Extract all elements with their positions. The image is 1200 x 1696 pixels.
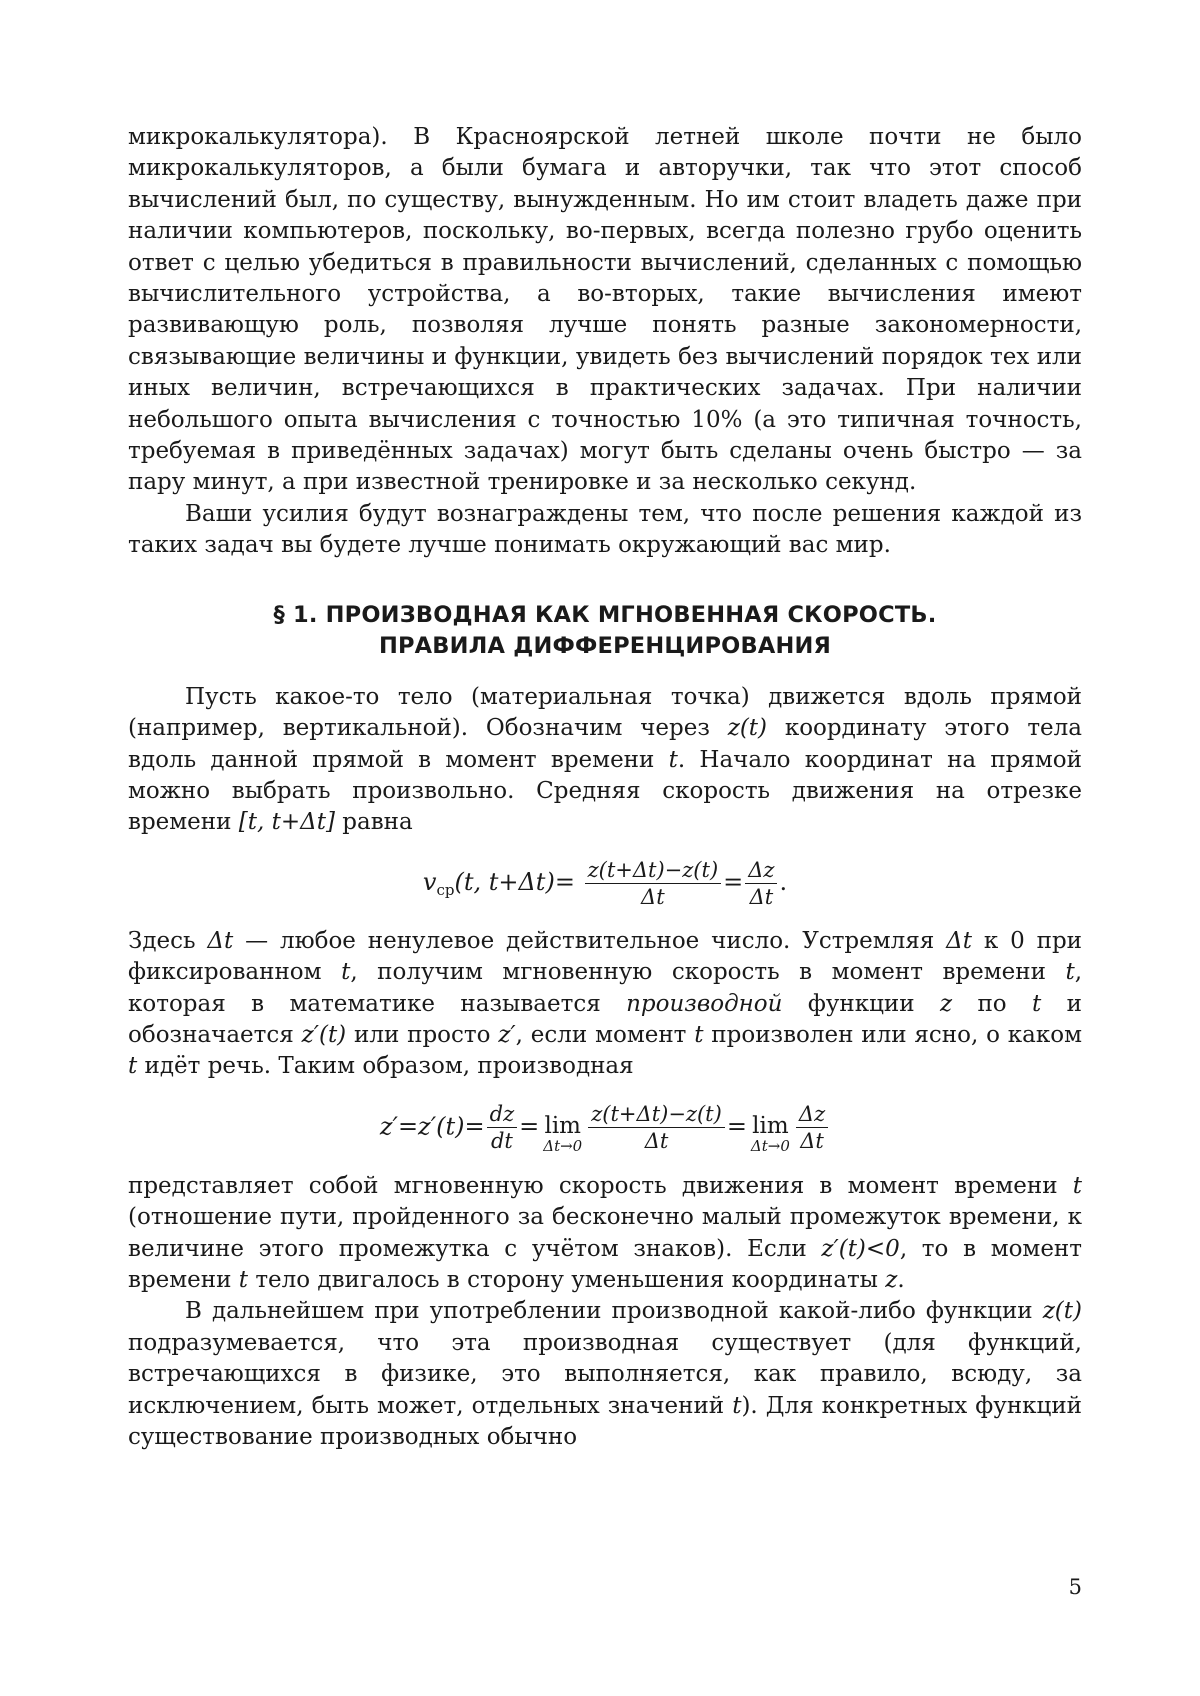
text-run: идёт речь. Таким образом, производная [137,1053,633,1079]
math-inline: Δt [207,928,233,954]
math-inline: z′(t)<0 [821,1236,899,1262]
math-inline: Δt [946,928,972,954]
fraction-denominator: Δt [745,884,777,910]
math-inline: t [239,1267,248,1293]
math-inline: t [128,1053,137,1079]
math-inline: t [1032,991,1041,1017]
math-inline: t [1073,1173,1082,1199]
section-heading-line-1: § 1. ПРОИЗВОДНАЯ КАК МГНОВЕННАЯ СКОРОСТЬ. [128,600,1082,631]
math-inline: t [669,747,678,773]
limit-subscript: Δt→0 [751,1137,790,1155]
limit-label: lim [543,1101,582,1137]
math-inline: t [732,1393,741,1419]
text-run: или просто [346,1022,498,1048]
text-run: равна [335,809,413,835]
formula-average-velocity [128,857,1082,910]
fraction [585,857,722,910]
math-inline: z [940,991,952,1017]
text-run: тело двигалось в сторону уменьшения координаты [248,1267,885,1293]
page-content [128,122,1082,1453]
text-run: , то в момент времени [128,1236,1082,1293]
text-run: (отношение пути, пройденного за бесконечно малый про­межуток времени, к величине этого промежутка с учётом знаков). Если [128,1204,1082,1261]
text-run: , которая в математике называется [128,959,1082,1016]
text-run: Пусть какое-то тело (материальная точка) движется вдоль пря­мой (например, вертикальной). Обозначим через [128,684,1082,741]
fraction [588,1101,725,1154]
limit-subscript: Δt→0 [543,1137,582,1155]
math-inline: z′ [498,1022,515,1048]
text-run: координату этого тела вдоль данной прямой в момент времени [128,715,1082,772]
text-run: — любое ненулевое действительное число. Устремляя [233,928,946,954]
math-inline: t [341,959,350,985]
formula-period: . [779,868,787,896]
term-emphasis: производной [626,991,782,1017]
fraction [796,1101,828,1154]
text-run: функ­ции [782,991,939,1017]
formula-equals: = [723,868,743,896]
math-inline: t [1065,959,1074,985]
math-inline: z(t) [728,715,767,741]
fraction-denominator: dt [487,1128,518,1154]
fraction-denominator: Δt [796,1128,828,1154]
fraction-numerator: Δz [745,857,777,884]
fraction-numerator: dz [487,1101,518,1128]
math-inline: [t, t+Δt] [239,809,335,835]
text-run: , если момент [516,1022,695,1048]
formula-args: (t, t+Δt)= [454,868,574,896]
paragraph-instant-velocity [128,1171,1082,1297]
formula-subscript: ср [436,881,454,899]
section-heading-line-2: ПРАВИЛА ДИФФЕРЕНЦИРОВАНИЯ [128,631,1082,662]
formula-lhs: z′=z′(t)= [380,1112,485,1140]
paragraph-definition-motion [128,682,1082,839]
fraction-numerator: Δz [796,1101,828,1128]
fraction-denominator: Δt [585,884,722,910]
fraction [487,1101,518,1154]
text-run: по [952,991,1032,1017]
text-run: ). Для конкретных функций существование производных обычно [128,1393,1082,1450]
page-number: 5 [1069,1575,1082,1599]
section-heading [128,600,1082,662]
limit-operator [543,1101,582,1155]
fraction-numerator: z(t+Δt)−z(t) [585,857,722,884]
formula-equals: = [519,1112,539,1140]
text-run: Здесь [128,928,207,954]
fraction [745,857,777,910]
paragraph-intro-continued: микрокалькулятора). В Красноярской летней школе почти не было микрокалькуляторов, а были бумага и авторучки, так что этот спо­соб вычислений был, по существу, вынужденным. Но им стоит вла­деть даже при наличии компьютеров, поскольку, во-первых, все­гда полезно грубо оценить ответ с целью убедиться в правильности вычислений, сделанных с помощью вычислительного устройства, а во-вторых, такие вычисления имеют развивающую роль, позволяя лучше понять разные закономерности, связывающие величины и функ­ции, увидеть без вычислений порядок тех или иных величин, встре­чающихся в практических задачах. При наличии небольшого опыта вычисления с точностью 10% (а это типичная точность, требуе­мая в приведённых задачах) могут быть сделаны очень быстро — за пару минут, а при известной тренировке и за несколько секунд. [128,122,1082,499]
text-run: . Начало ко­ординат на прямой можно выбрать произвольно. Средняя скорость движения на отрезке времени [128,747,1082,836]
text-run: произ­волен или ясно, о каком [703,1022,1082,1048]
text-run: подразумевается, что эта производная существует (для функций, встречающихся в физике, это выполняется, как пра­вило, всюду, за исключением, быть может, отдельных значений [128,1330,1082,1419]
math-inline: z [885,1267,897,1293]
formula-symbol: v [423,868,437,896]
paragraph-existence [128,1296,1082,1453]
limit-operator [751,1101,790,1155]
fraction-denominator: Δt [588,1128,725,1154]
math-inline: z′(t) [302,1022,347,1048]
formula-equals: = [727,1112,747,1140]
text-run: , получим мгновенную скорость в момент времени [350,959,1065,985]
text-run: к 0 при фиксированном [128,928,1082,985]
text-run: . [897,1267,904,1293]
text-run: В дальнейшем при употреблении производной какой-либо функции [185,1298,1043,1324]
math-inline: t [694,1022,703,1048]
limit-label: lim [751,1101,790,1137]
text-run: представляет собой мгновенную скорость движения в момент вре­мени [128,1173,1073,1199]
formula-derivative [128,1101,1082,1155]
text-run: и обозначается [128,991,1082,1048]
paragraph-reward: Ваши усилия будут вознаграждены тем, что после решения каж­дой из таких задач вы будете лучше понимать окружающий вас мир. [128,499,1082,562]
math-inline: z(t) [1043,1298,1082,1324]
fraction-numerator: z(t+Δt)−z(t) [588,1101,725,1128]
paragraph-derivative-definition [128,926,1082,1083]
